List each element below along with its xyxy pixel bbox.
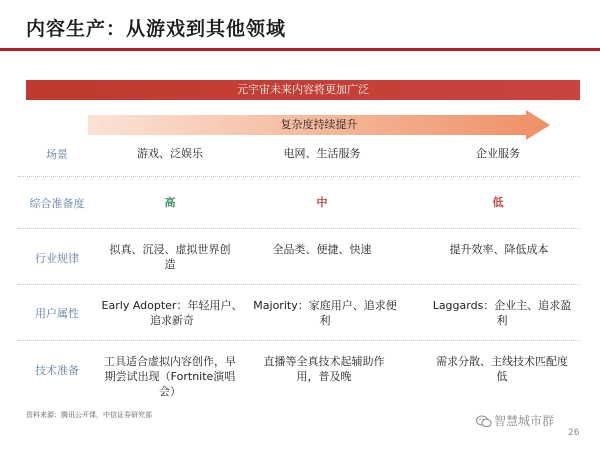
page-title: 内容生产：从游戏到其他领域 xyxy=(26,18,287,40)
cell-scene-2: 电网、生活服务 xyxy=(283,147,361,160)
cell-user-2: Majority：家庭用户、追求便利 xyxy=(253,299,397,327)
row-label-industry: 行业规律 xyxy=(35,252,79,265)
cell-user-1: Early Adopter：年轻用户、追求新奇 xyxy=(101,299,243,327)
page-number: 26 xyxy=(568,428,580,438)
cell-tech-1: 工具适合虚拟内容创作，早期尝试出现（Fortnite演唱会） xyxy=(104,355,236,398)
watermark xyxy=(476,412,554,429)
cell-industry-3: 提升效率、降低成本 xyxy=(449,243,549,256)
row-divider xyxy=(18,228,580,229)
row-label-tech: 技术准备 xyxy=(35,364,79,377)
row-divider xyxy=(18,176,580,177)
banner: 元宇宙未来内容将更加广泛 xyxy=(26,80,580,100)
cell-readiness-1: 高 xyxy=(164,196,176,209)
cell-tech-2: 直播等全真技术起辅助作用，普及晚 xyxy=(263,355,385,383)
cell-tech-3: 需求分散、主线技术匹配度低 xyxy=(436,355,568,383)
cell-industry-1: 拟真、沉浸、虚拟世界创造 xyxy=(109,243,231,271)
title-divider xyxy=(0,48,600,51)
arrow-label: 复杂度持续提升 xyxy=(280,118,358,131)
row-divider xyxy=(18,340,580,341)
cell-readiness-2: 中 xyxy=(316,196,328,209)
row-label-user: 用户属性 xyxy=(35,307,79,320)
row-label-scene: 场景 xyxy=(46,148,68,161)
complexity-arrow xyxy=(88,110,550,140)
cell-readiness-3: 低 xyxy=(492,196,504,209)
cell-scene-1: 游戏、泛娱乐 xyxy=(137,147,203,160)
source-note: 资料来源：腾讯公开课，中信证券研究部 xyxy=(26,411,152,419)
cell-scene-3: 企业服务 xyxy=(476,147,520,160)
row-label-readiness: 综合准备度 xyxy=(29,197,85,210)
wechat-icon xyxy=(476,415,490,427)
cell-user-3: Laggards：企业主、追求盈利 xyxy=(432,299,572,327)
watermark-text: 智慧城市群 xyxy=(494,414,555,428)
cell-industry-2: 全品类、便捷、快速 xyxy=(272,243,372,256)
row-divider xyxy=(18,284,580,285)
